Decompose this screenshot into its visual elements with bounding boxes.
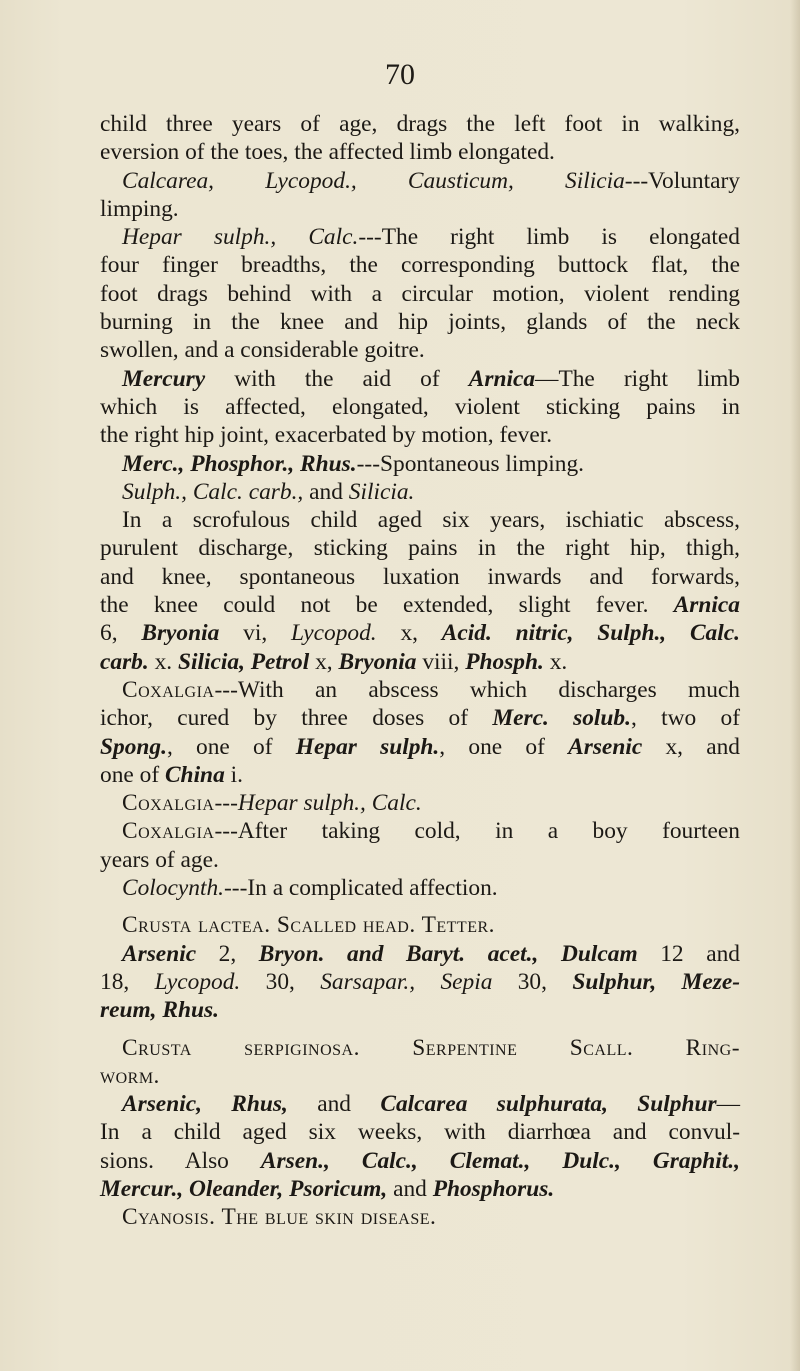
text-line: [100, 365, 740, 393]
emphasized-text: Colocynth.: [122, 875, 224, 902]
text-line: [100, 591, 740, 619]
text-run: years of age.: [100, 846, 219, 873]
text-line: [100, 940, 740, 968]
emphasized-text: Coxalgia: [122, 818, 215, 845]
text-run: In a child aged six weeks, with diarrhœa and convul-: [100, 1119, 740, 1146]
emphasized-text: Lycopod.: [290, 620, 377, 647]
text-run: , one of: [439, 733, 569, 760]
emphasized-text: Arnica: [468, 365, 536, 392]
text-line: [100, 393, 740, 421]
emphasized-text: reum, Rhus.: [100, 997, 219, 1024]
emphasized-text: Bryonia: [141, 620, 220, 647]
text-run: , two of: [630, 705, 740, 732]
text-line: [100, 911, 740, 939]
text-line: [100, 648, 740, 676]
text-line: [100, 336, 740, 364]
text-run: ---After taking cold, in a boy fourteen: [214, 818, 740, 845]
text-run: 12 and: [637, 940, 740, 967]
text-run: limping.: [100, 195, 179, 222]
text-run: x.: [543, 648, 568, 675]
text-run: sions. Also: [100, 1147, 261, 1174]
text-line: [100, 280, 740, 308]
text-run: ---Voluntary: [624, 167, 740, 194]
emphasized-text: Lycopod.: [154, 968, 241, 995]
text-line: [100, 846, 740, 874]
text-line: [100, 478, 740, 506]
text-line: [100, 619, 740, 647]
emphasized-text: Arsenic: [568, 733, 643, 760]
text-line: [100, 1062, 740, 1090]
text-line: [100, 1203, 740, 1231]
text-run: —The right limb: [535, 365, 741, 392]
text-run: —: [716, 1091, 741, 1118]
text-run: one of: [100, 761, 165, 788]
text-line: [100, 968, 740, 996]
text-line: [100, 138, 740, 166]
text-run: 2,: [196, 940, 259, 967]
emphasized-text: Hepar sulph., Calc.: [237, 790, 422, 817]
text-run: ichor, cured by three doses of: [100, 705, 493, 732]
emphasized-text: Calcarea sulphurata, Sulphur: [380, 1091, 717, 1118]
text-run: and: [303, 478, 349, 505]
text-run: 30,: [492, 968, 573, 995]
text-run: In a scrofulous child aged six years, ischiatic abscess,: [122, 507, 740, 534]
emphasized-text: Spong.: [100, 733, 167, 760]
text-run: viii,: [416, 648, 466, 675]
text-run: four finger breadths, the corresponding buttock flat, the: [100, 252, 740, 279]
text-line: [100, 761, 740, 789]
text-run: ---: [214, 790, 238, 817]
text-run: eversion of the toes, the affected limb elongated.: [100, 139, 555, 166]
emphasized-text: Merc., Phosphor., Rhus.: [122, 450, 357, 477]
text-line: [100, 534, 740, 562]
emphasized-text: Arsenic: [122, 940, 197, 967]
emphasized-text: Crusta lactea. Scalled head. Tetter.: [122, 912, 495, 939]
text-line: [100, 733, 740, 761]
text-run: child three years of age, drags the left foot in walking,: [100, 111, 740, 137]
emphasized-text: Phosphorus.: [432, 1175, 555, 1202]
text-run: ---In a complicated affection.: [224, 875, 498, 902]
emphasized-text: Arnica: [673, 592, 740, 619]
emphasized-text: Silicia, Petrol: [177, 648, 310, 675]
text-line: [100, 251, 740, 279]
text-line: [100, 817, 740, 845]
text-line: [100, 110, 740, 138]
emphasized-text: Calcarea, Lycopod., Causticum, Silicia: [122, 167, 625, 194]
text-run: the knee could not be extended, slight fever.: [100, 592, 674, 619]
emphasized-text: Mercury: [122, 365, 206, 392]
text-run: 6,: [100, 620, 142, 647]
text-line: [100, 676, 740, 704]
text-line: [100, 563, 740, 591]
emphasized-text: Silicia.: [348, 478, 415, 505]
text-run: with the aid of: [205, 365, 469, 392]
emphasized-text: Acid. nitric, Sulph., Calc.: [441, 620, 740, 647]
text-run: which is affected, elongated, violent sticking pains in: [100, 393, 740, 420]
text-run: burning in the knee and hip joints, glands of the neck: [100, 309, 740, 336]
emphasized-text: Sarsapar., Sepia: [320, 968, 493, 995]
text-line: [100, 421, 740, 449]
text-run: ---With an abscess which discharges much: [214, 676, 740, 703]
emphasized-text: Arsen., Calc., Clemat., Dulc., Graphit.,: [260, 1147, 740, 1174]
text-run: , one of: [166, 733, 296, 760]
emphasized-text: Phosph.: [465, 648, 544, 675]
text-run: foot drags behind with a circular motion, violent rending: [100, 280, 740, 307]
text-run: ---Spontaneous limping.: [356, 450, 585, 477]
page-body-text: [100, 110, 740, 1232]
text-line: [100, 1118, 740, 1146]
page-edge-shadow: [790, 0, 800, 1371]
text-line: [100, 1034, 740, 1062]
text-line: [100, 195, 740, 223]
text-run: x,: [376, 620, 442, 647]
text-line: [100, 1147, 740, 1175]
text-run: x.: [148, 648, 178, 675]
text-line: [100, 874, 740, 902]
text-run: purulent discharge, sticking pains in the right hip, thigh,: [100, 535, 740, 562]
text-line: [100, 450, 740, 478]
text-line: [100, 167, 740, 195]
emphasized-text: China: [164, 761, 225, 788]
emphasized-text: Bryonia: [338, 648, 417, 675]
emphasized-text: Cyanosis. The blue skin disease.: [122, 1204, 437, 1231]
text-run: and: [387, 1175, 433, 1202]
text-run: 18,: [100, 968, 155, 995]
emphasized-text: Crusta serpiginosa. Serpentine Scall. Ring-: [122, 1034, 740, 1061]
emphasized-text: Sulph., Calc. carb.,: [122, 478, 304, 505]
text-line: [100, 1175, 740, 1203]
text-line: [100, 1090, 740, 1118]
emphasized-text: Merc. solub.: [492, 705, 631, 732]
text-run: i.: [224, 761, 243, 788]
emphasized-text: Coxalgia: [122, 790, 215, 817]
text-run: vi,: [219, 620, 291, 647]
text-run: 30,: [240, 968, 321, 995]
emphasized-text: worm.: [100, 1062, 160, 1089]
text-run: ---The right limb is elongated: [358, 224, 740, 251]
emphasized-text: Sulphur, Meze-: [572, 968, 741, 995]
emphasized-text: Mercur., Oleander, Psoricum,: [100, 1175, 388, 1202]
text-line: [100, 789, 740, 817]
emphasized-text: Hepar sulph.: [295, 733, 440, 760]
text-run: and: [287, 1091, 381, 1118]
emphasized-text: carb.: [100, 648, 149, 675]
text-line: [100, 704, 740, 732]
text-run: and knee, spontaneous luxation inwards and forwards,: [100, 563, 740, 590]
text-line: [100, 308, 740, 336]
emphasized-text: Hepar sulph., Calc.: [122, 224, 359, 251]
emphasized-text: Coxalgia: [122, 676, 215, 703]
text-line: [100, 223, 740, 251]
text-line: [100, 996, 740, 1024]
text-run: the right hip joint, exacerbated by motion, fever.: [100, 422, 553, 449]
text-run: swollen, and a considerable goitre.: [100, 337, 425, 364]
page-number: 70: [385, 58, 415, 91]
emphasized-text: Bryon. and Baryt. acet., Dulcam: [258, 940, 638, 967]
text-run: x, and: [642, 733, 741, 760]
text-line: [100, 506, 740, 534]
text-run: x,: [309, 648, 339, 675]
emphasized-text: Arsenic, Rhus,: [122, 1091, 288, 1118]
